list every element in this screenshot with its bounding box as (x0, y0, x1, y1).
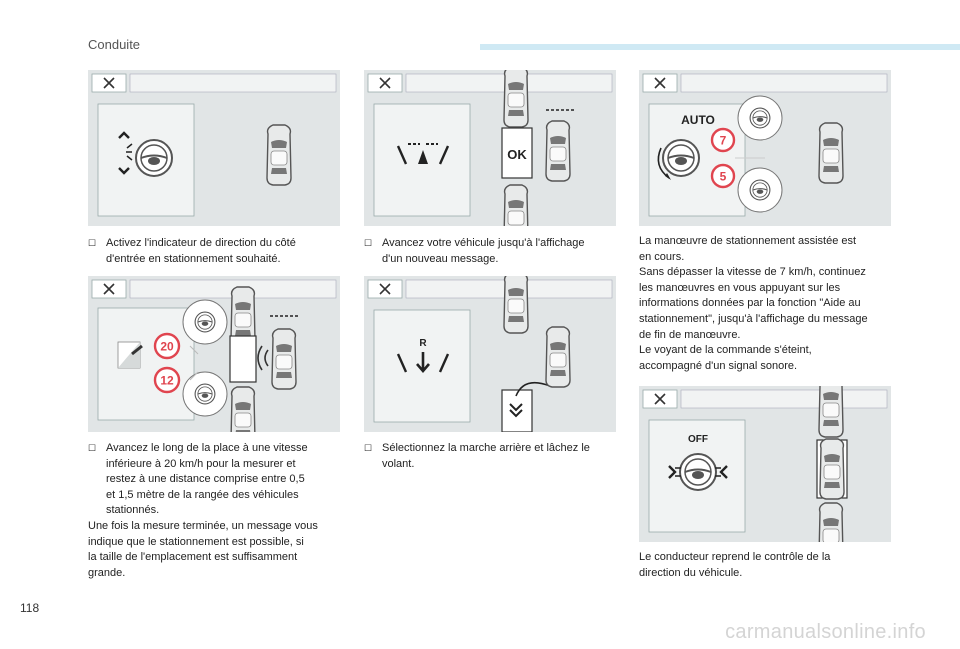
speed-badge-high (712, 129, 734, 151)
close-icon[interactable] (92, 74, 126, 92)
panel-auto (639, 70, 891, 226)
close-icon[interactable] (368, 280, 402, 298)
panel-off (639, 386, 891, 542)
car-icon (819, 123, 843, 183)
sensor-bottom-icon (183, 372, 227, 416)
instruction-measure: ☐ Avancez le long de la place à une vitesse inférieure à 20 km/h pour la mesurer et restez à une distance comprise entre 0,5 et 1,5 mètre de la rangée des véhicules stationnés. Une fois la mesure terminée, un message vous indique que le stationnement est possible, si la taille de l'emplacement est suffisamment grande. (88, 442, 318, 579)
panel-ok (364, 70, 616, 226)
parking-icon (118, 342, 142, 368)
bullet-icon: ☐ (364, 443, 373, 453)
svg-text:12: 12 (160, 373, 174, 388)
maneuver-in-progress-text: La manœuvre de stationnement assistée est en cours. Sans dépasser la vitesse de 7 km/h, continuez les manœuvres en vous appuyant sur les informations données par la fonction "Aide au stationnement", jusqu'à l'affichage du message de fin de manœuvre. Le voyant de la commande s'éteint, accompagné d'un signal sonore. (639, 235, 868, 372)
parked-car-bottom-icon (231, 387, 255, 432)
panel-indicator (88, 70, 340, 226)
speed-badge-low (712, 165, 734, 187)
car-icon (267, 125, 291, 185)
header-accent-bar (480, 44, 960, 50)
parked-car-top-icon (504, 276, 528, 333)
sensor-top-icon (738, 96, 782, 140)
page-number: 118 (20, 601, 40, 615)
parked-car-bottom-icon (819, 503, 843, 542)
steering-wheel-icon (136, 140, 172, 176)
ok-label: OK (507, 147, 527, 162)
parked-car-top-icon (504, 70, 528, 127)
close-icon[interactable] (643, 74, 677, 92)
svg-text:5: 5 (719, 169, 727, 184)
panel-measuring (88, 276, 340, 432)
close-icon[interactable] (92, 280, 126, 298)
sensor-wave-icon (258, 346, 268, 370)
auto-label: AUTO (681, 113, 715, 127)
close-icon[interactable] (368, 74, 402, 92)
panel-reverse (364, 276, 616, 432)
section-title: Conduite (88, 37, 141, 52)
bullet-icon: ☐ (364, 238, 373, 248)
speed-badge-high (155, 334, 179, 358)
steering-wheel-icon (663, 140, 699, 176)
car-icon (820, 439, 844, 499)
car-icon (272, 329, 296, 389)
instruction-advance: ☐ Avancez votre véhicule jusqu'à l'affichage d'un nouveau message. (364, 236, 626, 267)
bullet-icon: ☐ (88, 238, 97, 248)
steering-wheel-icon (680, 454, 716, 490)
instruction-indicator: ☐ Activez l'indicateur de direction du côté d'entrée en stationnement souhaité. (88, 236, 348, 267)
speed-badge-low (155, 368, 179, 392)
parked-car-top-icon (819, 386, 843, 437)
parked-car-bottom-icon (504, 185, 528, 226)
sensor-bottom-icon (738, 168, 782, 212)
bullet-icon: ☐ (88, 443, 97, 453)
svg-text:7: 7 (719, 133, 727, 148)
instruction-reverse: ☐ Sélectionnez la marche arrière et lâchez le volant. (364, 441, 626, 472)
close-icon[interactable] (643, 390, 677, 408)
off-label: OFF (688, 434, 708, 445)
svg-text:20: 20 (160, 339, 174, 354)
car-icon (546, 327, 570, 387)
sensor-top-icon (183, 300, 227, 344)
driver-control-text: Le conducteur reprend le contrôle de la direction du véhicule. (639, 551, 831, 579)
watermark: carmanualsonline.info (725, 621, 926, 643)
car-icon (546, 121, 570, 181)
reverse-label: R (419, 338, 427, 349)
